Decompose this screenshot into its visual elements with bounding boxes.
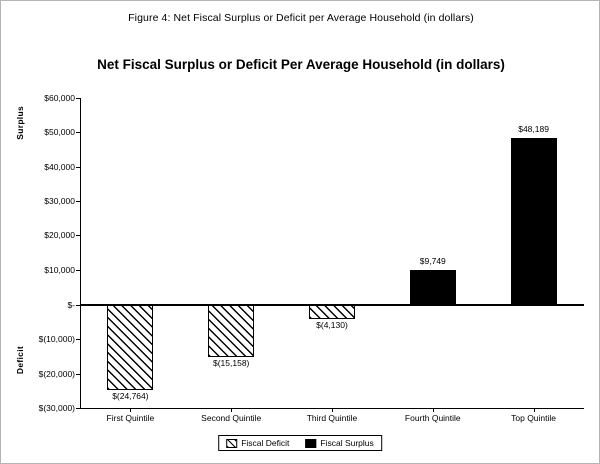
y-tick-label: $(10,000) (38, 334, 75, 344)
bar-slot-top-quintile (483, 98, 584, 423)
y-tick-label: $10,000 (44, 265, 75, 275)
bar-first-quintile[interactable] (107, 305, 153, 390)
y-tick-label: $(30,000) (38, 403, 75, 413)
x-tick-second-quintile (231, 408, 232, 412)
bar-value-second-quintile: $(15,158) (212, 358, 250, 368)
legend-swatch-deficit-icon (226, 439, 237, 448)
x-label-top-quintile: Top Quintile (511, 413, 557, 423)
legend-item-fiscal-surplus[interactable] (305, 438, 373, 448)
y-tick-label: $(20,000) (38, 369, 75, 379)
legend-label-fiscal-surplus: Fiscal Surplus (320, 438, 374, 448)
bar-third-quintile[interactable] (309, 305, 355, 319)
legend-item-fiscal-deficit[interactable] (226, 438, 289, 448)
x-tick-first-quintile (130, 408, 131, 412)
plot-area (38, 93, 584, 423)
legend-swatch-surplus-icon (305, 439, 316, 448)
chart-title: Net Fiscal Surplus or Deficit Per Average Household (in dollars) (97, 57, 505, 72)
x-tick-third-quintile (332, 408, 333, 412)
bar-value-top-quintile: $48,189 (518, 124, 549, 134)
bar-top-quintile[interactable] (511, 138, 557, 304)
bar-slot-first-quintile (80, 98, 181, 423)
y-tick-label: $40,000 (44, 162, 75, 172)
bar-slot-fourth-quintile (382, 98, 483, 423)
x-tick-fourth-quintile (433, 408, 434, 412)
y-tick-label: $50,000 (44, 127, 75, 137)
y-axis-lower-label: Deficit (15, 346, 25, 375)
y-tick-label: $- (67, 300, 75, 310)
x-label-third-quintile: Third Quintile (306, 413, 358, 423)
y-tick-label: $60,000 (44, 93, 75, 103)
x-label-fourth-quintile: Fourth Quintile (404, 413, 461, 423)
bar-slot-third-quintile (282, 98, 383, 423)
figure-caption: Figure 4: Net Fiscal Surplus or Deficit per Average Household (in dollars) (128, 12, 474, 24)
x-label-first-quintile: First Quintile (106, 413, 155, 423)
x-label-second-quintile: Second Quintile (201, 413, 262, 423)
y-axis-upper-label: Surplus (15, 106, 25, 140)
y-tick-label: $30,000 (44, 196, 75, 206)
bar-second-quintile[interactable] (208, 305, 254, 357)
bar-value-third-quintile: $(4,130) (316, 320, 348, 330)
bar-slot-second-quintile (181, 98, 282, 423)
legend-label-fiscal-deficit: Fiscal Deficit (241, 438, 290, 448)
y-tick-label: $20,000 (44, 230, 75, 240)
bar-fourth-quintile[interactable] (410, 270, 456, 304)
chart-legend (218, 435, 382, 451)
x-tick-top-quintile (534, 408, 535, 412)
bar-value-fourth-quintile: $9,749 (419, 256, 446, 266)
bar-value-first-quintile: $(24,764) (112, 391, 149, 401)
